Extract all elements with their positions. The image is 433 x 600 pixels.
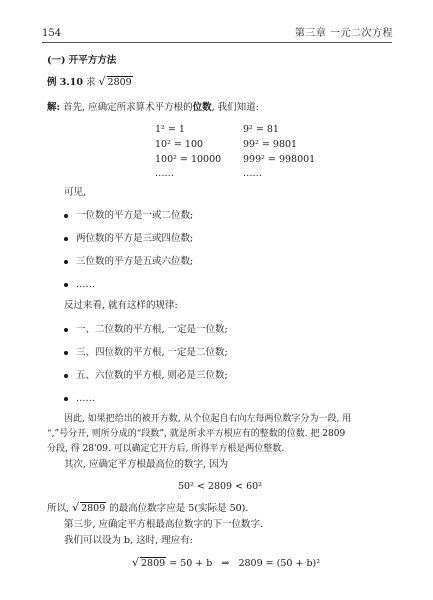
conclusion-line — [47, 503, 248, 515]
table-right-3: …… — [243, 168, 262, 179]
table-left-3: …… — [155, 168, 174, 179]
inequality: 50² < 2809 < 60² — [178, 481, 262, 492]
final-radicand: 2809 — [141, 558, 166, 569]
header-rule — [42, 42, 392, 43]
table-left-0: 1² = 1 — [155, 124, 185, 135]
list1-item-3: …… — [76, 279, 95, 290]
bullet — [64, 351, 68, 355]
table-right-0: 9² = 81 — [243, 124, 279, 135]
bullet — [64, 397, 68, 401]
bullet — [64, 214, 68, 218]
chapter-title: 第三章 一元二次方程 — [294, 28, 393, 39]
list1-item-1: 两位数的平方是三或四位数; — [76, 233, 194, 244]
final-eq2: 2809 = (50 + b)² — [238, 558, 321, 569]
list1-item-2: 三位数的平方是五或六位数; — [76, 256, 194, 267]
solution-intro — [47, 102, 259, 114]
para1-line-1: “,”号分开, 则所分成的“段数”, 就是所求平方根应有的整数的位数. 把 2809 — [47, 429, 346, 439]
table-left-2: 100² = 10000 — [155, 154, 222, 165]
bullet — [64, 328, 68, 332]
example-label: 例 3.10 — [47, 77, 83, 88]
final-arrow: ⇒ — [221, 558, 230, 569]
solution-label: 解: — [47, 102, 61, 113]
table-left-1: 10² = 100 — [155, 139, 204, 150]
para1-line-0: 因此, 如果把给出的被开方数, 从个位起自右向左每两位数字分为一段, 用 — [64, 414, 352, 424]
list1-item-0: 一位数的平方是一或二位数; — [76, 210, 194, 221]
conclusion-radicand: 2809 — [81, 503, 106, 514]
bullet — [64, 283, 68, 287]
final-equation — [132, 558, 320, 570]
final-sqrt — [132, 558, 166, 570]
example-line — [47, 77, 133, 89]
list2-item-0: 一、二位数的平方根, 一定是一位数; — [76, 324, 228, 335]
example-prefix: 求 — [85, 77, 96, 88]
example-sqrt — [99, 77, 133, 89]
conclusion-pre: 所以, — [47, 503, 70, 514]
table-right-1: 99² = 9801 — [243, 139, 298, 150]
page-number: 154 — [42, 28, 62, 39]
step3-text: 第三步, 应确定平方根最高位数字的下一位数字. — [64, 519, 264, 530]
list2-item-3: …… — [76, 393, 95, 404]
bullet — [64, 237, 68, 241]
table-right-2: 999² = 998001 — [243, 154, 316, 165]
conclusion-sqrt — [72, 503, 106, 515]
conclusion-post: 的最高位数字应是 5(实际是 50). — [109, 503, 249, 514]
solution-intro-text: 首先, 应确定所求算术平方根的 — [63, 102, 193, 113]
see-text: 可见, — [64, 187, 87, 198]
bullet — [64, 260, 68, 264]
para1-line-2: 分段, 得 28'09. 可以确定它开方后, 所得平方根是两位整数. — [47, 444, 285, 454]
para2: 其次, 应确定平方根最高位的数字, 因为 — [64, 459, 229, 470]
reverse-text: 反过来看, 就有这样的规律: — [64, 300, 178, 311]
list2-item-2: 五、六位数的平方根, 则必是三位数; — [76, 370, 228, 381]
solution-intro-bold: 位数 — [192, 102, 212, 113]
final-eq1: = 50 + b — [169, 558, 213, 569]
bullet — [64, 374, 68, 378]
solution-intro-end: , 我们知道: — [211, 102, 259, 113]
list2-item-1: 三、四位数的平方根, 一定是二位数; — [76, 347, 228, 358]
example-radicand: 2809 — [107, 77, 132, 88]
section-heading: (一) 开平方方法 — [47, 55, 117, 66]
assume-text: 我们可以设为 b, 这时, 理应有: — [64, 535, 193, 546]
